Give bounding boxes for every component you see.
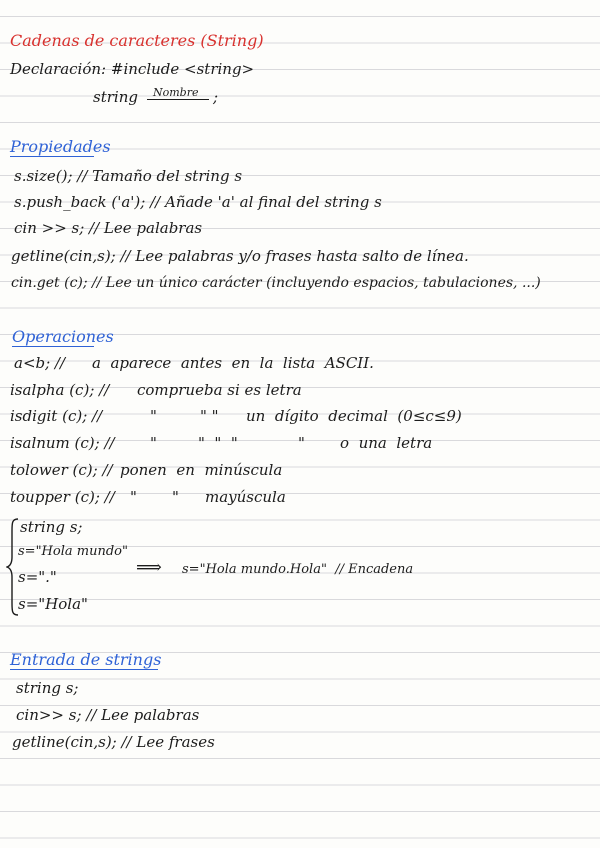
- operations-heading: Operaciones: [12, 327, 114, 346]
- op4-desc: o una letra: [340, 434, 433, 452]
- property-line-size: s.size(); // Tamaño del string s: [14, 167, 243, 185]
- concat-line-1: string s;: [20, 518, 83, 536]
- op5-code: tolower (c); //: [10, 461, 113, 479]
- concat-result: s="Hola mundo.Hola" // Encadena: [182, 562, 414, 577]
- op4-ditto-2: " " ": [198, 434, 238, 452]
- input-line-cin: cin>> s; // Lee palabras: [16, 706, 200, 724]
- op6-desc: mayúscula: [205, 488, 286, 506]
- op3-ditto-2: " ": [200, 407, 219, 425]
- op5-desc: ponen en minúscula: [120, 461, 283, 479]
- implies-arrow-icon: ⟹: [136, 557, 162, 578]
- input-underline: [10, 669, 158, 670]
- page-title: Cadenas de caracteres (String): [10, 31, 264, 50]
- properties-heading: Propiedades: [10, 137, 111, 156]
- declaration-label: Declaración:: [10, 60, 107, 78]
- declaration-name-placeholder: Nombre: [153, 86, 199, 99]
- op2-desc: comprueba si es letra: [137, 381, 302, 399]
- op3-desc: un dígito decimal (0≤c≤9): [246, 407, 462, 425]
- op6-code: toupper (c); //: [10, 488, 115, 506]
- op6-ditto-2: ": [172, 488, 179, 506]
- declaration-include: #include <string>: [110, 60, 255, 78]
- properties-underline: [10, 156, 94, 157]
- concat-line-2: s="Hola mundo": [18, 544, 128, 559]
- op3-code: isdigit (c); //: [10, 407, 103, 425]
- op4-code: isalnum (c); //: [10, 434, 115, 452]
- property-line-getline: getline(cin,s); // Lee palabras y/o frases hasta salto de línea.: [11, 247, 469, 265]
- input-heading: Entrada de strings: [10, 650, 162, 669]
- operations-underline: [12, 346, 94, 347]
- concat-line-3: s=".": [18, 568, 57, 586]
- op2-code: isalpha (c); //: [10, 381, 110, 399]
- op6-ditto-1: ": [130, 488, 137, 506]
- declaration-semicolon: ;: [213, 88, 219, 106]
- input-line-declare: string s;: [16, 679, 79, 697]
- op3-ditto-1: ": [150, 407, 157, 425]
- op4-ditto-1: ": [150, 434, 157, 452]
- declaration-line: [10, 59, 254, 79]
- declaration-type: string: [93, 88, 138, 106]
- property-line-push-back: s.push_back ('a'); // Añade 'a' al final del string s: [14, 193, 382, 211]
- property-line-cin: cin >> s; // Lee palabras: [14, 219, 203, 237]
- property-line-cin-get: cin.get (c); // Lee un único carácter (incluyendo espacios, tabulaciones, ...): [11, 275, 541, 291]
- op1-desc: a aparece antes en la lista ASCII.: [92, 354, 374, 372]
- op4-ditto-3: ": [298, 434, 305, 452]
- op1-code: a<b; //: [14, 354, 66, 372]
- name-underline: [147, 99, 209, 100]
- input-line-getline: getline(cin,s); // Lee frases: [12, 733, 215, 751]
- concat-line-4: s="Hola": [18, 595, 88, 613]
